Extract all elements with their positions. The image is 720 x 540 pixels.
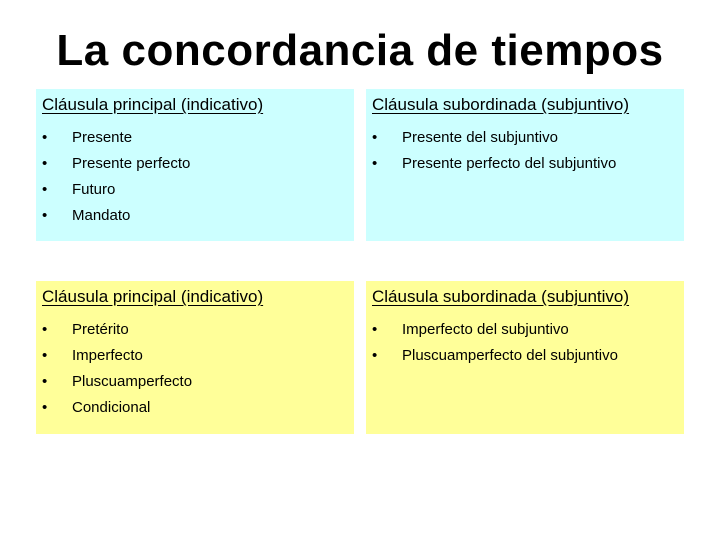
bullet-icon: •: [42, 373, 48, 390]
list-item: [42, 151, 348, 177]
list-item: [42, 203, 348, 229]
list-item-label: Presente perfecto del subjuntivo: [402, 155, 617, 172]
list-item: [372, 151, 678, 177]
box-heading: Cláusula subordinada (subjuntivo): [372, 95, 630, 114]
bullet-icon: •: [42, 129, 48, 146]
tense-list: [42, 125, 348, 229]
list-item: [42, 369, 348, 395]
slide-title: La concordancia de tiempos: [56, 26, 664, 75]
bullet-icon: •: [372, 347, 378, 364]
past-main-clause-box: [36, 281, 354, 434]
list-item: [372, 125, 678, 151]
list-item: [372, 317, 678, 343]
list-item: [42, 343, 348, 369]
bullet-icon: •: [372, 155, 378, 172]
box-heading: Cláusula principal (indicativo): [42, 95, 264, 114]
bullet-icon: •: [42, 321, 48, 338]
list-item-label: Pretérito: [72, 321, 129, 338]
past-subordinate-clause-box: [366, 281, 684, 434]
box-heading: Cláusula principal (indicativo): [42, 287, 264, 306]
bullet-icon: •: [42, 207, 48, 224]
box-heading: Cláusula subordinada (subjuntivo): [372, 287, 630, 306]
list-item: [372, 343, 678, 369]
list-item-label: Presente del subjuntivo: [402, 129, 558, 146]
bullet-icon: •: [42, 155, 48, 172]
list-item: [42, 395, 348, 421]
bullet-icon: •: [42, 399, 48, 416]
tense-list: [372, 317, 678, 369]
tense-list: [42, 317, 348, 421]
bullet-icon: •: [42, 181, 48, 198]
list-item-label: Imperfecto: [72, 347, 143, 364]
present-main-clause-box: [36, 89, 354, 241]
list-item-label: Presente perfecto: [72, 155, 191, 172]
tense-list: [372, 125, 678, 177]
list-item-label: Pluscuamperfecto del subjuntivo: [402, 347, 618, 364]
list-item-label: Imperfecto del subjuntivo: [402, 321, 569, 338]
present-subordinate-clause-box: [366, 89, 684, 241]
list-item-label: Mandato: [72, 207, 131, 224]
list-item-label: Pluscuamperfecto: [72, 373, 193, 390]
list-item: [42, 317, 348, 343]
bullet-icon: •: [372, 129, 378, 146]
bullet-icon: •: [372, 321, 378, 338]
list-item-label: Condicional: [72, 399, 151, 416]
bullet-icon: •: [42, 347, 48, 364]
list-item: [42, 177, 348, 203]
list-item: [42, 125, 348, 151]
list-item-label: Presente: [72, 129, 133, 146]
list-item-label: Futuro: [72, 181, 116, 198]
